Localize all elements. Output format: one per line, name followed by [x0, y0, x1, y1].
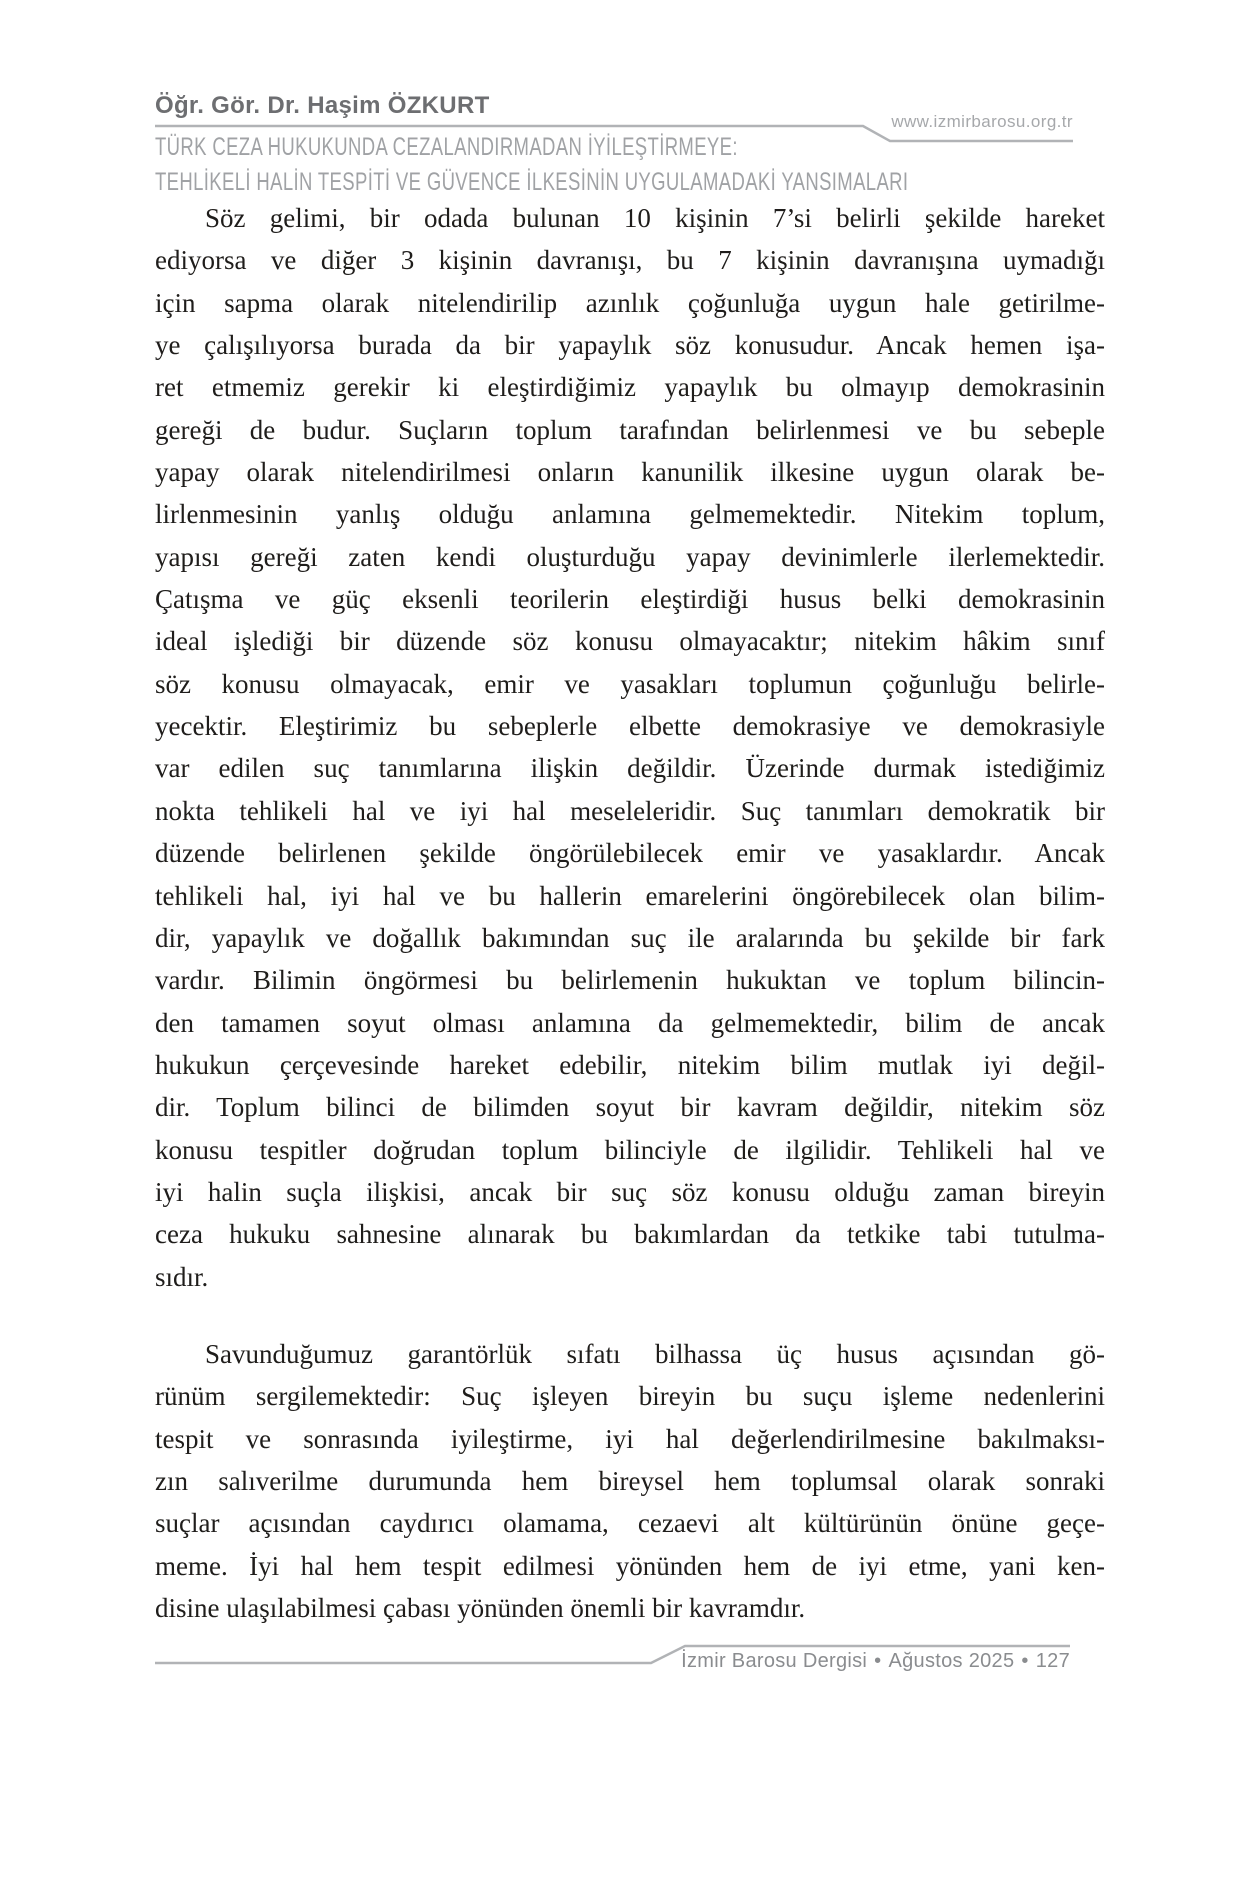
text-line: sıdır. [155, 1261, 209, 1292]
page-number: 127 [1035, 1650, 1070, 1672]
text-line: söz konusu olmayacak, emir ve yasakları toplumun çoğunluğu belirle- [155, 668, 1105, 699]
text-line: lirlenmesinin yanlış olduğu anlamına gelmemektedir. Nitekim toplum, [155, 499, 1105, 530]
text-line: disine ulaşılabilmesi çabası yönünden önemli bir kavramdır. [155, 1593, 806, 1623]
text-line: suçlar açısından caydırıcı olamama, cezaevi alt kültürünün önüne geçe- [155, 1508, 1105, 1539]
text-line: yapay olarak nitelendirilmesi onların kanunilik ilkesine uygun olarak be- [155, 457, 1105, 488]
text-line: rünüm sergilemektedir: Suç işleyen bireyin bu suçu işleme nedenlerini [155, 1381, 1105, 1412]
text-line: den tamamen soyut olması anlamına da gelmemektedir, bilim de ancak [155, 1007, 1105, 1038]
text-line: var edilen suç tanımlarına ilişkin değildir. Üzerinde durmak istediğimiz [155, 753, 1105, 784]
article-title-line-1: TÜRK CEZA HUKUKUNDA CEZALANDIRMADAN İYİLEŞTİRMEYE: [155, 133, 738, 161]
text-line: tehlikeli hal, iyi hal ve bu hallerin emarelerini öngörebilecek olan bilim- [155, 880, 1105, 911]
text-line: ediyorsa ve diğer 3 kişinin davranışı, bu 7 kişinin davranışına uymadığı [155, 245, 1105, 276]
text-line: Çatışma ve güç eksenli teorilerin eleştirdiği husus belki demokrasinin [155, 584, 1105, 615]
text-line: yapısı gereği zaten kendi oluşturduğu yapay devinimlerle ilerlemektedir. [155, 541, 1105, 572]
text-line: dir, yapaylık ve doğallık bakımından suç ile aralarında bu şekilde bir fark [155, 922, 1105, 953]
text-line: Savunduğumuz garantörlük sıfatı bilhassa üç husus açısından gö- [205, 1338, 1105, 1369]
paragraph [155, 197, 1105, 1298]
paragraph [155, 1333, 1105, 1629]
text-line: ret etmemiz gerekir ki eleştirdiğimiz yapaylık bu olmayıp demokrasinin [155, 372, 1105, 403]
journal-name: İzmir Barosu Dergisi [681, 1650, 868, 1672]
author-name: Öğr. Gör. Dr. Haşim ÖZKURT [155, 92, 490, 119]
text-line: dir. Toplum bilinci de bilimden soyut bir kavram değildir, nitekim söz [155, 1092, 1105, 1123]
journal-website-url: www.izmirbarosu.org.tr [891, 112, 1073, 131]
footer-separator: • [874, 1650, 882, 1672]
footer-separator: • [1021, 1650, 1029, 1672]
text-line: ceza hukuku sahnesine alınarak bu bakımlardan da tetkike tabi tutulma- [155, 1219, 1105, 1250]
text-line: düzende belirlenen şekilde öngörülebilecek emir ve yasaklardır. Ancak [155, 838, 1105, 869]
footer [681, 1650, 1070, 1673]
text-line: hukukun çerçevesinde hareket edebilir, nitekim bilim mutlak iyi değil- [155, 1049, 1105, 1080]
text-line: için sapma olarak nitelendirilip azınlık çoğunluğa uygun hale getirilme- [155, 287, 1105, 318]
text-line: meme. İyi hal hem tespit edilmesi yönünden hem de iyi etme, yani ken- [155, 1550, 1105, 1581]
text-line: yecektir. Eleştirimiz bu sebeplerle elbette demokrasiye ve demokrasiyle [155, 711, 1105, 742]
text-line: ye çalışılıyorsa burada da bir yapaylık söz konusudur. Ancak hemen işa- [155, 330, 1105, 361]
text-line: Söz gelimi, bir odada bulunan 10 kişinin 7’si belirli şekilde hareket [205, 203, 1105, 233]
text-line: tespit ve sonrasında iyileştirme, iyi hal değerlendirilmesine bakılmaksı- [155, 1423, 1105, 1454]
text-line: gereği de budur. Suçların toplum tarafından belirlenmesi ve bu sebeple [155, 414, 1105, 445]
text-line: ideal işlediği bir düzende söz konusu olmayacaktır; nitekim hâkim sınıf [155, 626, 1105, 657]
text-line: nokta tehlikeli hal ve iyi hal meseleleridir. Suç tanımları demokratik bir [155, 795, 1105, 826]
text-line: vardır. Bilimin öngörmesi bu belirlemenin hukuktan ve toplum bilincin- [155, 965, 1105, 996]
text-line: zın salıverilme durumunda hem bireysel hem toplumsal olarak sonraki [155, 1465, 1105, 1496]
article-title-line-2: TEHLİKELİ HALİN TESPİTİ VE GÜVENCE İLKESİNİN UYGULAMADAKİ YANSIMALARI [155, 168, 909, 196]
article-body [155, 197, 1105, 1629]
issue-date: Ağustos 2025 [888, 1650, 1015, 1672]
text-line: konusu tespitler doğrudan toplum bilinciyle de ilgilidir. Tehlikeli hal ve [155, 1134, 1105, 1165]
text-line: iyi halin suçla ilişkisi, ancak bir suç söz konusu olduğu zaman bireyin [155, 1176, 1105, 1207]
